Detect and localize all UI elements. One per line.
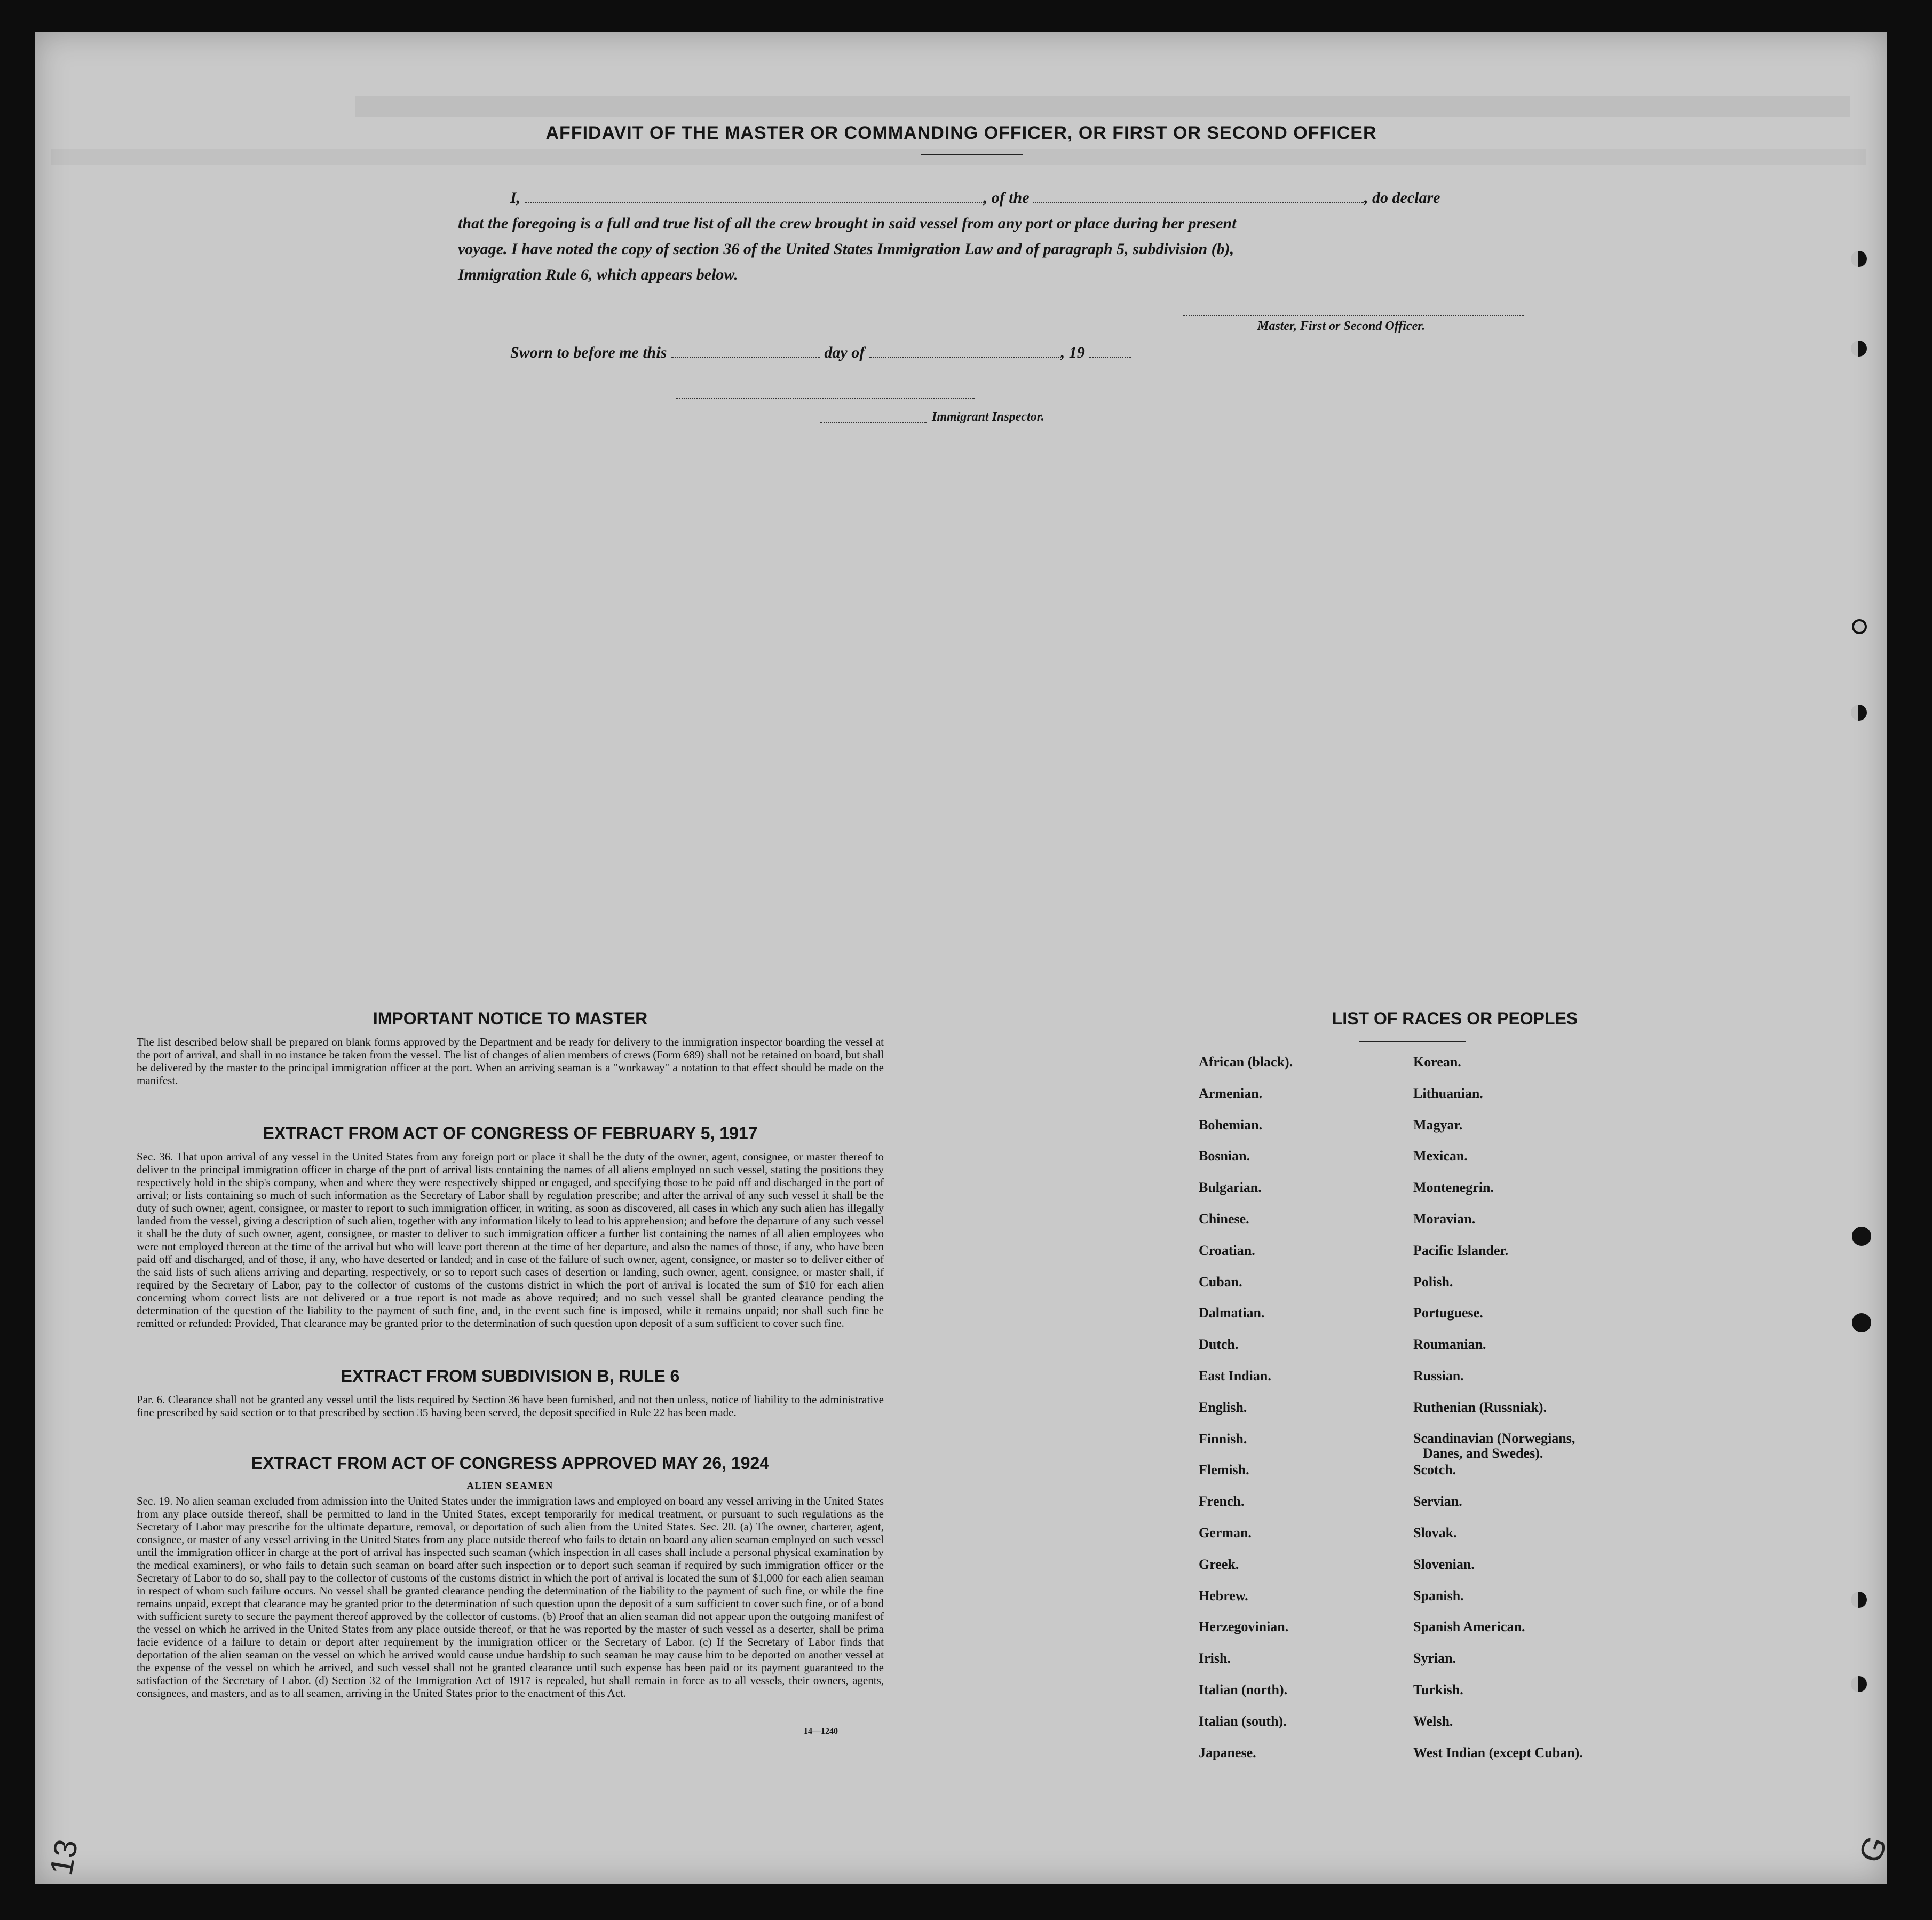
race-item: Korean. (1413, 1054, 1461, 1070)
race-item: Moravian. (1413, 1211, 1476, 1227)
punch-hole-icon (1851, 705, 1867, 721)
race-item: Cuban. (1199, 1274, 1242, 1290)
race-item: Bosnian. (1199, 1148, 1250, 1164)
race-item: Russian. (1413, 1368, 1464, 1384)
race-item: Hebrew. (1199, 1587, 1248, 1603)
bleed-through-text (51, 149, 1866, 165)
punch-hole-icon (1851, 251, 1867, 267)
race-item: Japanese. (1199, 1744, 1256, 1760)
race-item-continuation: Danes, and Swedes). (1423, 1445, 1543, 1461)
race-item: Flemish. (1199, 1462, 1249, 1478)
race-item: French. (1199, 1494, 1245, 1510)
race-item: Mexican. (1413, 1148, 1468, 1164)
extract-rule6-body: Par. 6. Clearance shall not be granted any vessel until the lists required by Section 36 have been furnished, and not then unless, notice of liability to the administrative fine prescribed by said section or to that prescribed by section 35 having been served, the deposit specified in Rule 22 has been made. (137, 1393, 884, 1419)
title-rule (921, 154, 1023, 155)
race-item: Montenegrin. (1413, 1180, 1494, 1196)
punch-hole-icon (1852, 1313, 1871, 1332)
race-item: Ruthenian (Russniak). (1413, 1399, 1547, 1415)
races-title: LIST OF RACES OR PEOPLES (1332, 1009, 1578, 1028)
affidavit-title: AFFIDAVIT OF THE MASTER OR COMMANDING OFFICER, OR FIRST OR SECOND OFFICER (545, 123, 1377, 143)
race-item: Syrian. (1413, 1650, 1456, 1666)
extract-rule6-title: EXTRACT FROM SUBDIVISION B, RULE 6 (341, 1366, 680, 1386)
form-number: 14—1240 (804, 1727, 838, 1736)
name-blank (525, 201, 984, 203)
race-item (1413, 1431, 1659, 1463)
affidavit-of-the: , of the (983, 189, 1030, 207)
race-item: English. (1199, 1399, 1247, 1415)
document-sheet (35, 32, 1894, 1884)
races-title-rule (1359, 1041, 1466, 1042)
affidavit-declare: , do declare (1364, 189, 1440, 207)
affidavit-line-1 (510, 186, 1535, 210)
master-signature-label: Master, First or Second Officer. (1257, 319, 1426, 333)
race-item: German. (1199, 1524, 1252, 1540)
races-left-column (1199, 1054, 1402, 1776)
race-item: Roumanian. (1413, 1337, 1486, 1353)
race-item: African (black). (1199, 1054, 1293, 1070)
affidavit-i: I, (510, 189, 521, 207)
handwritten-mark: G (1851, 1831, 1894, 1867)
race-item: Polish. (1413, 1274, 1453, 1290)
vessel-blank (1033, 201, 1364, 203)
race-item: Portuguese. (1413, 1305, 1483, 1321)
month-blank (869, 356, 1061, 358)
affidavit-line-2: that the foregoing is a full and true list of all the crew brought in said vessel from any port or place during her present (458, 215, 1237, 232)
extract-1917-title: EXTRACT FROM ACT OF CONGRESS OF FEBRUARY 5, 1917 (263, 1124, 758, 1143)
race-item: Dalmatian. (1199, 1305, 1265, 1321)
race-item: Scotch. (1413, 1462, 1456, 1478)
race-item: Pacific Islander. (1413, 1242, 1509, 1258)
sworn-line (510, 341, 1257, 365)
race-item: West Indian (except Cuban). (1413, 1744, 1583, 1760)
handwritten-page-number: 13 (43, 1836, 85, 1878)
races-right-column (1413, 1054, 1659, 1776)
race-item: Spanish. (1413, 1587, 1464, 1603)
punch-hole-icon (1852, 619, 1867, 634)
day-of-label: day of (824, 344, 865, 361)
race-item: Dutch. (1199, 1337, 1239, 1353)
race-item: Armenian. (1199, 1085, 1263, 1101)
race-item: Greek. (1199, 1556, 1239, 1572)
race-item: Italian (south). (1199, 1713, 1287, 1729)
race-item: Spanish American. (1413, 1619, 1525, 1635)
race-item: Slovak. (1413, 1524, 1457, 1540)
affidavit-line-4: Immigration Rule 6, which appears below. (458, 266, 738, 283)
race-item: Servian. (1413, 1494, 1462, 1510)
race-item: Italian (north). (1199, 1681, 1288, 1697)
race-item: Irish. (1199, 1650, 1231, 1666)
race-item: Herzegovinian. (1199, 1619, 1289, 1635)
race-item-line: Scandinavian (Norwegians, (1413, 1430, 1575, 1446)
year-label: , 19 (1060, 344, 1085, 361)
race-item: Slovenian. (1413, 1556, 1475, 1572)
punch-hole-icon (1852, 1227, 1871, 1246)
affidavit-line-3: voyage. I have noted the copy of section 36 of the United States Immigration Law and of paragraph 5, subdivision (b), (458, 240, 1234, 258)
extract-1924-subtitle: ALIEN SEAMEN (466, 1480, 554, 1491)
race-item: Finnish. (1199, 1431, 1247, 1447)
extract-1924-title: EXTRACT FROM ACT OF CONGRESS APPROVED MAY 26, 1924 (251, 1453, 770, 1473)
race-item: Chinese. (1199, 1211, 1249, 1227)
race-item: Lithuanian. (1413, 1085, 1483, 1101)
inspector-label: Immigrant Inspector. (932, 410, 1044, 424)
day-blank (671, 356, 820, 358)
inspector-signature-line (676, 398, 975, 399)
punch-hole-icon (1851, 1676, 1867, 1692)
extract-1917-body: Sec. 36. That upon arrival of any vessel in the United States from any foreign port or place it shall be the duty of the owner, agent, consignee, or master thereof to deliver to the principal immigration officer in charge of the port of arrival lists containing the names of all aliens employed on such vessel, stating the positions they respectively hold in the ship's company, when and where they were respectively shipped or engaged, and specifying those to be paid off and discharged in the port of arrival; or lists containing so much of such information as the Secretary of Labor shall by regulation prescribe; and after the arrival of any such vessel it shall be the duty of such owner, agent, consignee, or master to report to such immigration officer, in writing, as soon as discovered, all cases in which any such alien has illegally landed from the vessel, giving a description of such alien, together with any information likely to lead to his apprehension; and before the departure of any such vessel it shall be the duty of such owner, agent, consignee, or master to deliver to such immigration officer a further list containing the names of all alien employees who were not employed thereon at the time of the arrival but who will leave port thereon at the time of her departure, and also the names of those, if any, who have been paid off and discharged, and of those, if any, who have deserted or landed; and in case of the failure of such owner, agent, consignee, or master so to deliver either of the said lists of such aliens arriving and departing, respectively, or so to report such cases of desertion or landing, such owner, agent, consignee, or master shall, if required by the Secretary of Labor, pay to the collector of customs of the customs district in which the port of arrival is located the sum of $10 for each alien concerning whom correct lists are not delivered or a true report is not made as above required; and no such vessel shall be granted clearance pending the determination of the question of the liability to the payment of such fine, and, in the event such fine is imposed, while it remains unpaid; nor shall such fine be remitted or refunded: Provided, That clearance may be granted prior to the determination of such question upon deposit of a sum sufficient to cover such fine. (137, 1150, 884, 1330)
race-item: Bohemian. (1199, 1117, 1263, 1133)
punch-hole-icon (1851, 341, 1867, 357)
race-item: Croatian. (1199, 1242, 1255, 1258)
race-item: East Indian. (1199, 1368, 1271, 1384)
bleed-through-text (355, 96, 1850, 117)
punch-hole-icon (1851, 1592, 1867, 1608)
race-item: Turkish. (1413, 1681, 1463, 1697)
extract-1924-body: Sec. 19. No alien seaman excluded from admission into the United States under the immigration laws and employed on board any vessel arriving in the United States from any place outside thereof, shall be permitted to land in the United States, except temporarily for medical treatment, or pursuant to such regulations as the Secretary of Labor may prescribe for the ultimate departure, removal, or deportation of such alien from the United States. Sec. 20. (a) The owner, charterer, agent, consignee, or master of any vessel arriving in the United States from any place outside thereof who fails to detain on board any alien seaman employed on such vessel until the immigration officer in charge at the port of arrival has inspected such seaman (which inspection in all cases shall include a personal physical examination by the medical examiners), or who fails to detain such seaman on board after such inspection or to deport such seaman if required by such immigration officer or the Secretary of Labor to do so, shall pay to the collector of customs of the customs district in which the port of arrival is located the sum of $1,000 for each alien seaman in respect of whom such failure occurs. No vessel shall be granted clearance pending the determination of the liability to the payment of such fine, or while the fine remains unpaid, except that clearance may be granted prior to the determination of such question upon the deposit of a sum sufficient to cover such fine, or of a bond with sufficient surety to secure the payment thereof approved by the collector of customs. (b) Proof that an alien seaman did not appear upon the outgoing manifest of the vessel on which he arrived in the United States from any place outside thereof, or that he was reported by the master of such vessel as a deserter, shall be prima facie evidence of a failure to detain or deport after requirement by the immigration officer or the Secretary of Labor. (c) If the Secretary of Labor finds that deportation of the alien seaman on the vessel on which he arrived would cause undue hardship to such seaman he may cause him to be deported on another vessel at the expense of the vessel on which he arrived, and such vessel shall not be granted clearance until such expense has been paid or its payment guaranteed to the satisfaction of the Secretary of Labor. (d) Section 32 of the Immigration Act of 1917 is repealed, but shall remain in force as to all vessels, their owners, agents, consignees, and masters, and as to all seamen, arriving in the United States prior to the enactment of this Act. (137, 1495, 884, 1700)
year-blank (1089, 356, 1131, 358)
notice-body: The list described below shall be prepared on blank forms approved by the Department and be ready for delivery to the immigration inspector boarding the vessel at the port of arrival, and shall in no instance be taken from the vessel. The list of changes of alien members of crews (Form 689) shall not be retained on board, but shall be delivered by the master to the principal immigration officer at the port. When an arriving seaman is a "workaway" a notation to that effect should be made on the manifest. (137, 1036, 884, 1087)
race-item: Welsh. (1413, 1713, 1453, 1729)
notice-title: IMPORTANT NOTICE TO MASTER (373, 1009, 648, 1028)
race-item: Bulgarian. (1199, 1180, 1262, 1196)
master-signature-line (1183, 315, 1524, 316)
sworn-label: Sworn to before me this (510, 344, 667, 361)
race-item: Magyar. (1413, 1117, 1463, 1133)
inspector-dots (820, 422, 927, 423)
